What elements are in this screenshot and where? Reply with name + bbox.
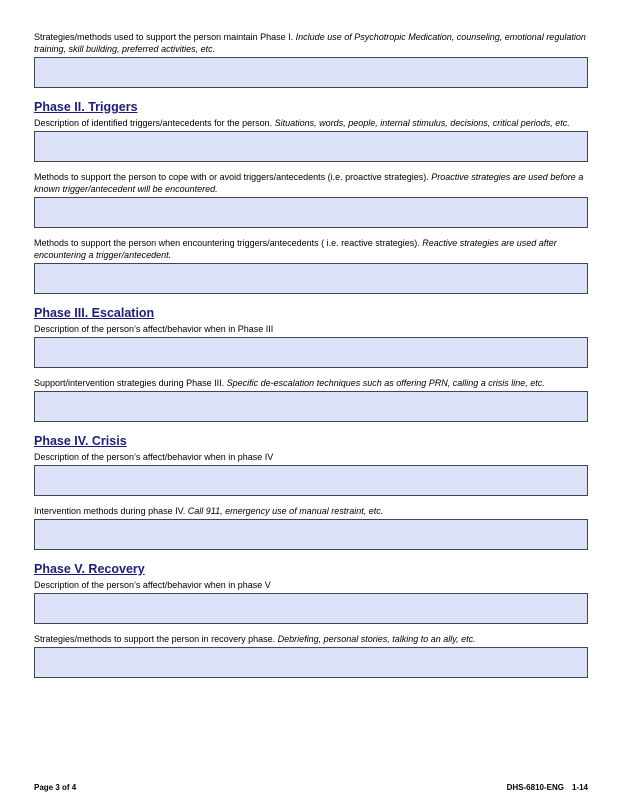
field-label	[34, 237, 588, 261]
form-number-code: DHS-6810-ENG	[506, 783, 564, 792]
section-heading-phase-2-triggers: Phase II. Triggers	[34, 100, 138, 114]
field-label-text: Description of the person’s affect/behavior when in phase V	[34, 580, 271, 590]
form-field-proactive-strategies	[34, 171, 588, 228]
field-label-text: Methods to support the person to cope with or avoid triggers/antecedents (i.e. proactive strategies).	[34, 172, 429, 182]
field-label-text: Strategies/methods used to support the person maintain Phase I.	[34, 32, 294, 42]
phase3-behavior-description-input[interactable]	[34, 337, 588, 368]
form-revision-date: 1-14	[571, 783, 588, 792]
phase1-support-strategies-input[interactable]	[34, 57, 588, 88]
field-label	[34, 505, 588, 517]
field-label-text: Strategies/methods to support the person in recovery phase.	[34, 634, 276, 644]
page-number: Page 3 of 4	[34, 783, 77, 792]
field-label	[34, 31, 588, 55]
form-field-recovery-strategies	[34, 633, 588, 678]
phase3-intervention-strategies-input[interactable]	[34, 391, 588, 422]
field-hint-text: Call 911, emergency use of manual restraint, etc.	[187, 506, 384, 516]
phase4-behavior-description-input[interactable]	[34, 465, 588, 496]
reactive-strategies-input[interactable]	[34, 263, 588, 294]
field-label	[34, 117, 588, 129]
form-field-reactive-strategies	[34, 237, 588, 294]
field-label	[34, 171, 588, 195]
form-field-phase5-behavior	[34, 579, 588, 624]
field-label-text: Support/intervention strategies during Phase III.	[34, 378, 225, 388]
field-hint-text: Proactive strategies are used before a known trigger/antecedent will be encountered.	[34, 172, 584, 194]
section-heading-phase-5-recovery: Phase V. Recovery	[34, 562, 145, 576]
form-page-content	[34, 31, 588, 687]
form-field-phase4-behavior	[34, 451, 588, 496]
form-field-phase3-intervention	[34, 377, 588, 422]
field-label	[34, 451, 588, 463]
field-label-text: Description of identified triggers/antecedents for the person.	[34, 118, 273, 128]
form-field-phase4-intervention	[34, 505, 588, 550]
field-label	[34, 323, 588, 335]
triggers-description-input[interactable]	[34, 131, 588, 162]
section-heading-phase-3-escalation: Phase III. Escalation	[34, 306, 155, 320]
field-label-text: Description of the person’s affect/behavior when in Phase III	[34, 324, 274, 334]
form-field-phase3-behavior	[34, 323, 588, 368]
form-number	[507, 783, 588, 792]
field-label-text: Description of the person’s affect/behavior when in phase IV	[34, 452, 274, 462]
phase5-behavior-description-input[interactable]	[34, 593, 588, 624]
form-field-phase1-support	[34, 31, 588, 88]
field-label	[34, 633, 588, 645]
recovery-strategies-input[interactable]	[34, 647, 588, 678]
field-hint-text: Situations, words, people, internal stimulus, decisions, critical periods, etc.	[274, 118, 570, 128]
field-label-text: Methods to support the person when encountering triggers/antecedents ( i.e. reactive strategies).	[34, 238, 420, 248]
page-footer	[34, 783, 588, 792]
field-hint-text: Debriefing, personal stories, talking to an ally, etc.	[277, 634, 476, 644]
section-heading-phase-4-crisis: Phase IV. Crisis	[34, 434, 127, 448]
form-field-triggers-description	[34, 117, 588, 162]
field-label-text: Intervention methods during phase IV.	[34, 506, 186, 516]
proactive-strategies-input[interactable]	[34, 197, 588, 228]
field-hint-text: Specific de-escalation techniques such as offering PRN, calling a crisis line, etc.	[226, 378, 545, 388]
field-label	[34, 377, 588, 389]
field-hint-text: Include use of Psychotropic Medication, counseling, emotional regulation training, skill building, preferred activities, etc.	[34, 32, 586, 54]
field-hint-text: Reactive strategies are used after encountering a trigger/antecedent.	[34, 238, 557, 260]
phase4-intervention-methods-input[interactable]	[34, 519, 588, 550]
field-label	[34, 579, 588, 591]
